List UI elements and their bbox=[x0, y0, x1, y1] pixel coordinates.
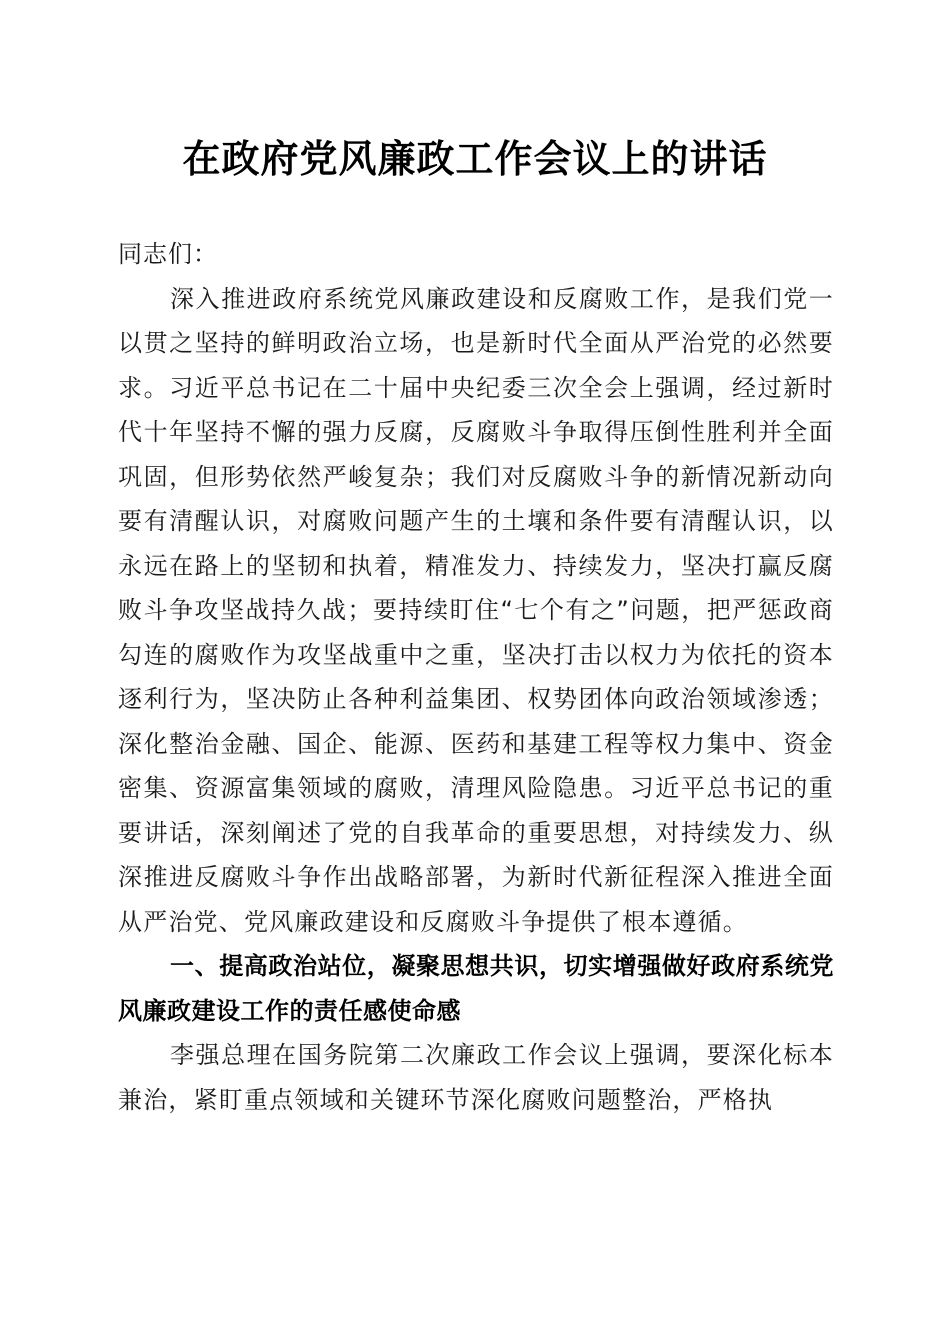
document-body bbox=[118, 232, 834, 1122]
salutation: 同志们： bbox=[118, 240, 218, 268]
section-heading: 一、提高政治站位，凝聚思想共识，切实增强做好政府系统党风廉政建设工作的责任感使命感 bbox=[118, 952, 834, 1025]
body-paragraph: 深入推进政府系统党风廉政建设和反腐败工作，是我们党一以贯之坚持的鲜明政治立场，也是新时代全面从严治党的必然要求。习近平总书记在二十届中央纪委三次全会上强调，经过新时代十年坚持不懈的强力反腐，反腐败斗争取得压倒性胜利并全面巩固，但形势依然严峻复杂；我们对反腐败斗争的新情况新动向要有清醒认识，对腐败问题产生的土壤和条件要有清醒认识，以永远在路上的坚韧和执着，精准发力、持续发力，坚决打赢反腐败斗争攻坚战持久战；要持续盯住“七个有之”问题，把严惩政商勾连的腐败作为攻坚战重中之重，坚决打击以权力为依托的资本逐利行为，坚决防止各种利益集团、权势团体向政治领域渗透；深化整治金融、国企、能源、医药和基建工程等权力集中、资金密集、资源富集领域的腐败，清理风险隐患。习近平总书记的重要讲话，深刻阐述了党的自我革命的重要思想，对持续发力、纵深推进反腐败斗争作出战略部署，为新时代新征程深入推进全面从严治党、党风廉政建设和反腐败斗争提供了根本遵循。 bbox=[118, 284, 834, 936]
document-title: 在政府党风廉政工作会议上的讲话 bbox=[182, 136, 768, 181]
section-paragraph: 李强总理在国务院第二次廉政工作会议上强调，要深化标本兼治，紧盯重点领域和关键环节深化腐败问题整治，严格执 bbox=[118, 1041, 834, 1114]
